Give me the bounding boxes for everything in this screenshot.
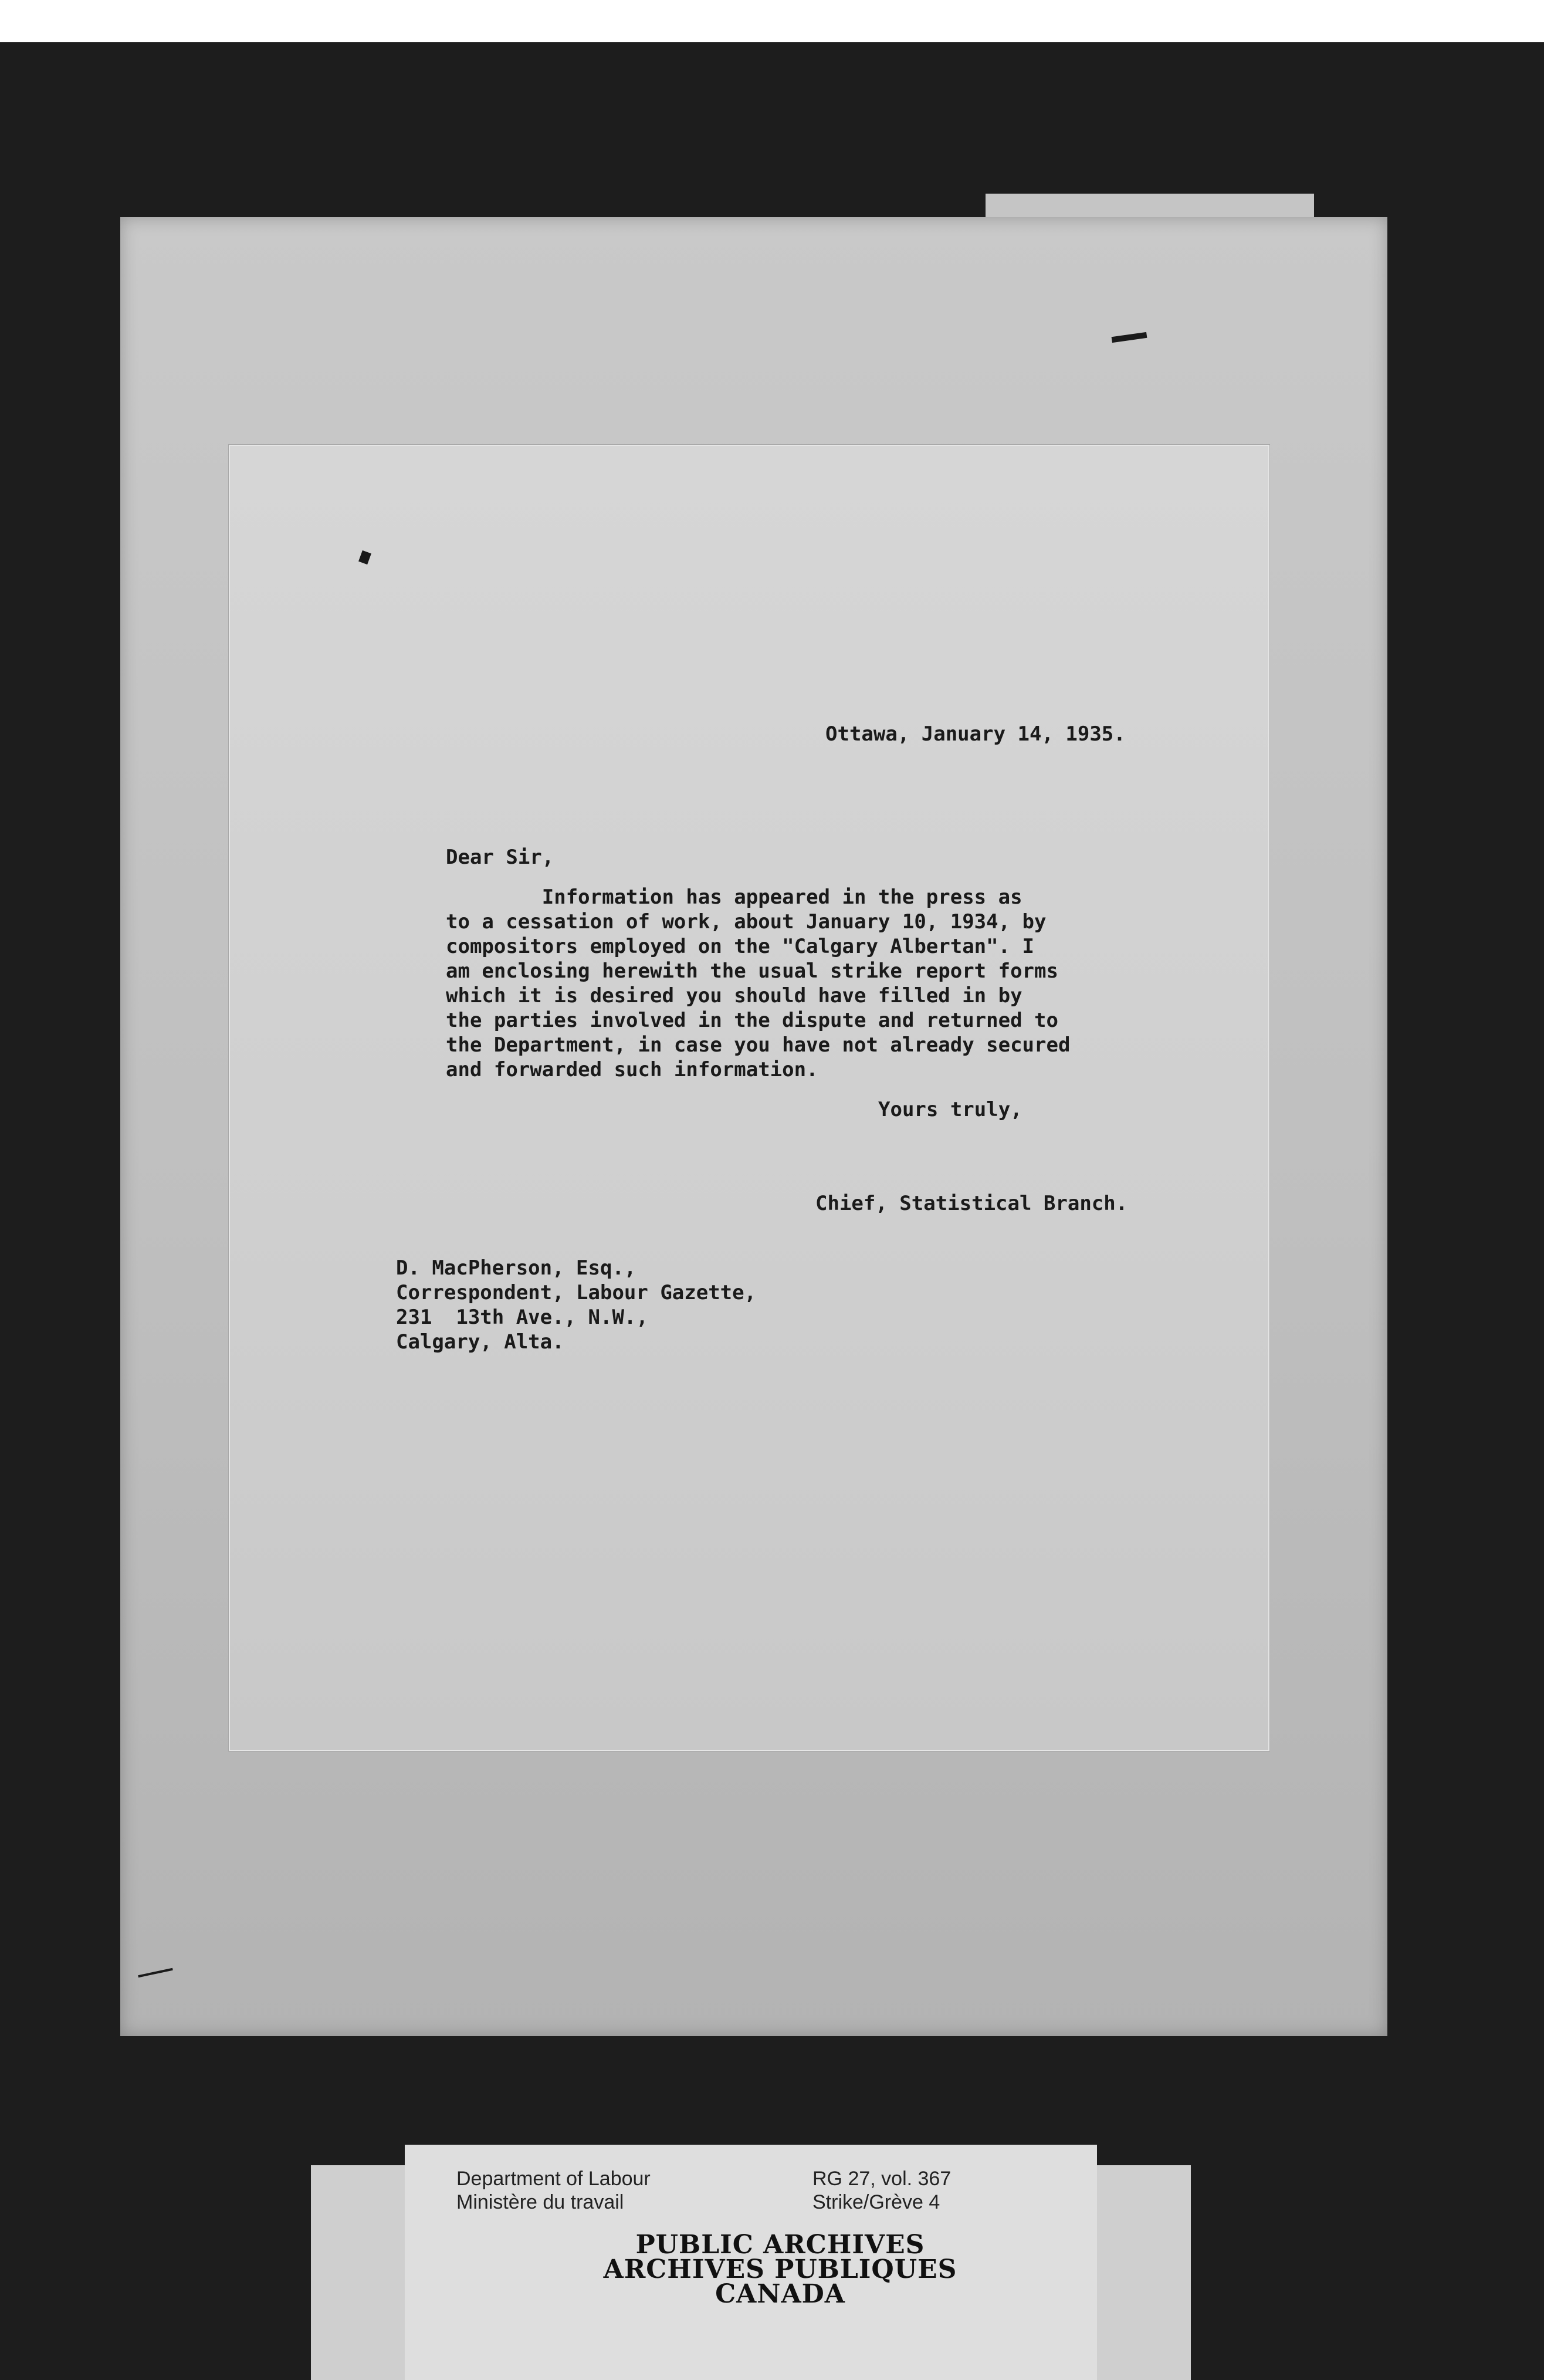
- letter-closing: Yours truly,: [878, 1098, 1022, 1121]
- label-archives-name: PUBLIC ARCHIVES ARCHIVES PUBLIQUES CANADA: [603, 2230, 957, 2309]
- recipient-address: D. MacPherson, Esq., Correspondent, Labour Gazette, 231 13th Ave., N.W., Calgary, Alta.: [396, 1256, 757, 1354]
- letter-signature: Chief, Statistical Branch.: [815, 1192, 1128, 1215]
- letter-body: Information has appeared in the press as to a cessation of work, about January 10, 1934, by compositors employed on the "Calgary Albertan". I am enclosing herewith the usual strike report forms which it is desired you should have filled in by the parties involved in the dispute and returned to the Department, in case you have not already secured and forwarded such information.: [446, 885, 1071, 1081]
- letter-salutation: Dear Sir,: [446, 846, 554, 869]
- label-department: Department of Labour Ministère du travail: [456, 2168, 651, 2213]
- paper-mark: [138, 1968, 173, 1977]
- paper-mark: [1112, 332, 1147, 343]
- paper-mark: [358, 550, 371, 564]
- label-reference: RG 27, vol. 367 Strike/Grève 4: [812, 2168, 952, 2213]
- letter-date: Ottawa, January 14, 1935.: [825, 722, 1126, 746]
- typed-letter: [229, 445, 1269, 1751]
